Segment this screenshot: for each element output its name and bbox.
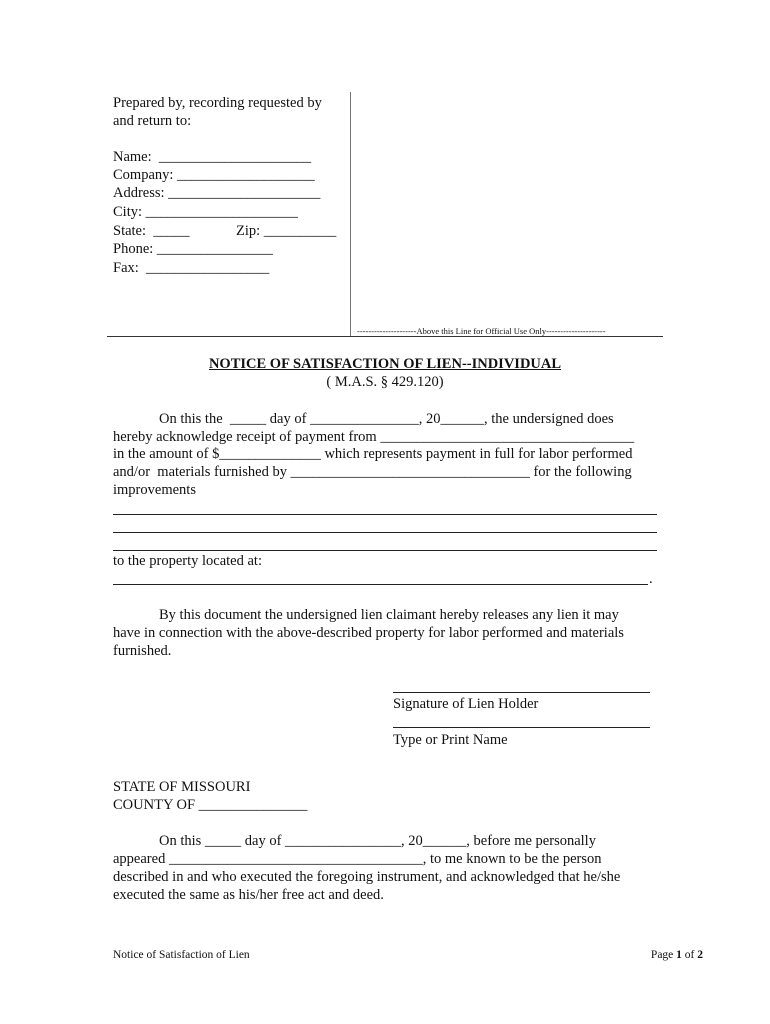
notary-line1[interactable]: On this _____ day of ________________, 20______, before me personally	[159, 833, 596, 849]
print-name-label: Type or Print Name	[393, 732, 508, 748]
paragraph1-line4[interactable]: and/or materials furnished by _________________________________ for the following	[113, 464, 632, 480]
address-field[interactable]: Address: _____________________	[113, 185, 321, 201]
footer-page-number	[600, 949, 703, 961]
paragraph2-line2: have in connection with the above-described property for labor performed and materials	[113, 625, 624, 641]
property-address-blank-line[interactable]	[113, 584, 648, 585]
property-located-label: to the property located at:	[113, 553, 262, 569]
paragraph2-line1: By this document the undersigned lien claimant hereby releases any lien it may	[159, 607, 619, 623]
prepared-by-line2: and return to:	[113, 113, 192, 129]
document-title: NOTICE OF SATISFACTION OF LIEN--INDIVIDUAL	[208, 356, 562, 372]
paragraph1-line3[interactable]: in the amount of $______________ which represents payment in full for labor performed	[113, 446, 633, 462]
county-field[interactable]: COUNTY OF _______________	[113, 797, 308, 813]
fax-field[interactable]: Fax: _________________	[113, 260, 270, 276]
company-field[interactable]: Company: ___________________	[113, 167, 315, 183]
page-of: of	[681, 949, 698, 961]
notary-line2[interactable]: appeared ___________________________________, to me known to be the person	[113, 851, 602, 867]
page-total: 2	[697, 949, 703, 961]
print-name-blank-line[interactable]	[393, 727, 650, 728]
signature-label: Signature of Lien Holder	[393, 696, 539, 712]
page-current: 1	[676, 949, 682, 961]
phone-field[interactable]: Phone: ________________	[113, 241, 273, 257]
notary-line4: executed the same as his/her free act and deed.	[113, 887, 384, 903]
improvements-blank-line-2[interactable]	[113, 532, 657, 533]
header-vertical-divider	[350, 92, 351, 336]
city-field[interactable]: City: _____________________	[113, 204, 298, 220]
notary-line3: described in and who executed the foregoing instrument, and acknowledged that he/she	[113, 869, 621, 885]
improvements-blank-line-3[interactable]	[113, 550, 657, 551]
paragraph2-line3: furnished.	[113, 643, 172, 659]
paragraph1-line5: improvements	[113, 482, 196, 498]
paragraph1-line1[interactable]: On this the _____ day of _______________, 20______, the undersigned does	[159, 411, 614, 427]
page-prefix: Page	[650, 949, 677, 961]
header-horizontal-divider	[107, 336, 663, 337]
improvements-blank-line-1[interactable]	[113, 514, 657, 515]
state-of-missouri: STATE OF MISSOURI	[113, 779, 251, 795]
statute-reference: ( M.A.S. § 429.120)	[326, 374, 444, 390]
state-field[interactable]: State: _____	[113, 223, 190, 239]
signature-blank-line[interactable]	[393, 692, 650, 693]
paragraph1-line2[interactable]: hereby acknowledge receipt of payment from ___________________________________	[113, 429, 635, 445]
prepared-by-line1: Prepared by, recording requested by	[113, 95, 322, 111]
name-field[interactable]: Name: _____________________	[113, 149, 312, 165]
footer-document-name: Notice of Satisfaction of Lien	[113, 949, 250, 961]
official-use-line: ---------------------Above this Line for Official Use Only---------------------	[357, 326, 606, 336]
zip-field[interactable]: Zip: __________	[236, 223, 337, 239]
property-line-period: .	[649, 571, 653, 587]
